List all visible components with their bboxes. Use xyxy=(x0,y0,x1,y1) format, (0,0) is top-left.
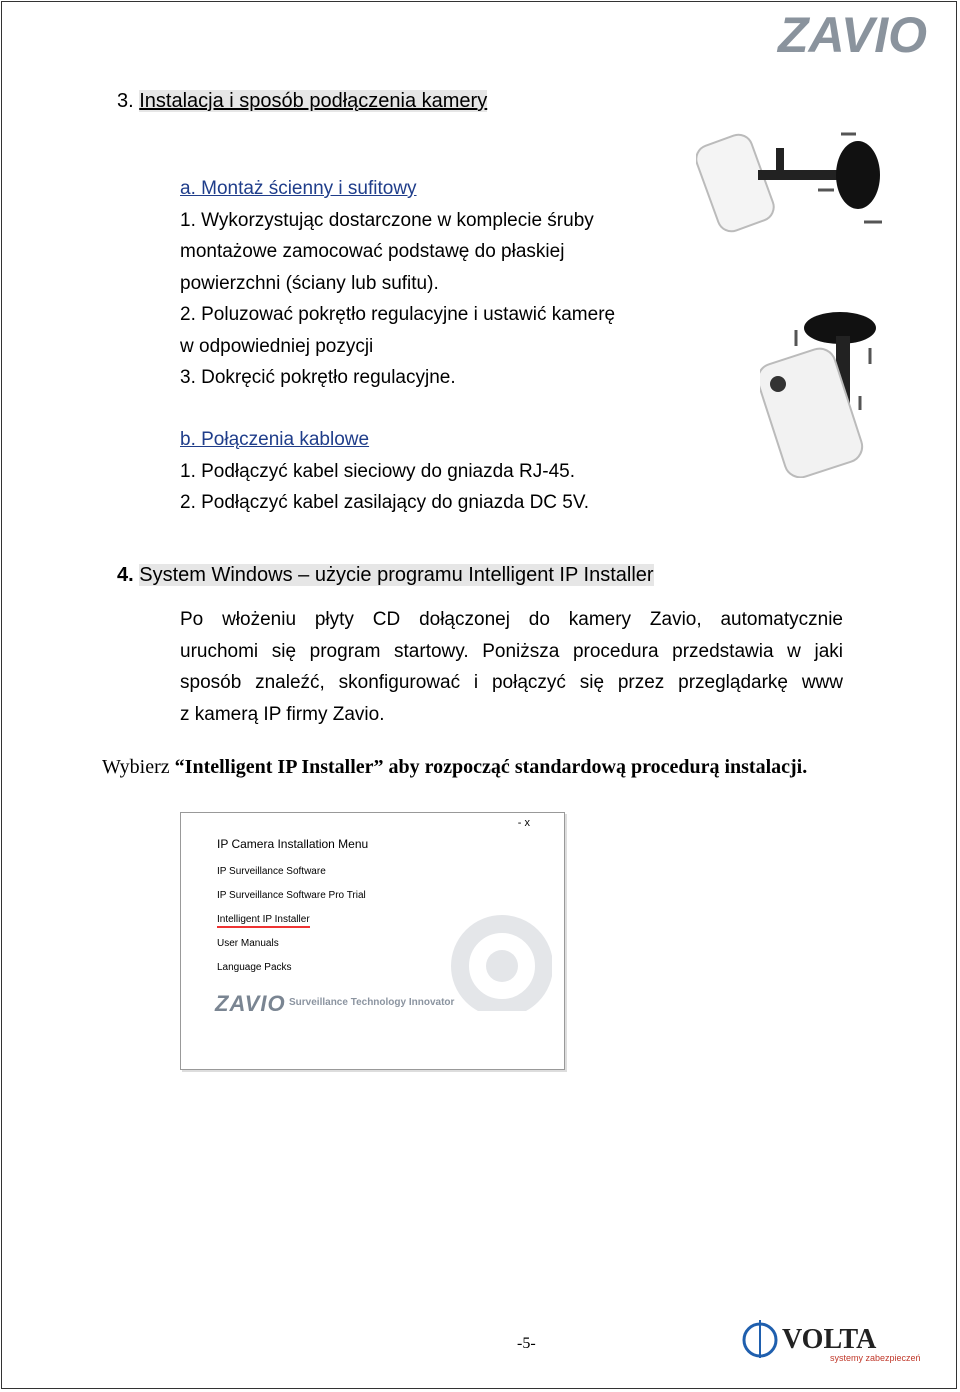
subsection-a-line: montażowe zamocować podstawę do płaskiej xyxy=(180,241,565,262)
paragraph-line: uruchomi się program startowy. Poniższa procedura przedstawia w jaki xyxy=(180,640,843,662)
page-number: -5- xyxy=(517,1335,536,1352)
section-3-number: 3. xyxy=(117,90,134,112)
instruction-prefix: Wybierz xyxy=(102,756,175,778)
section-4-title: System Windows – użycie programu Intelligent IP Installer xyxy=(139,564,654,586)
subsection-b-heading: b. Połączenia kablowe xyxy=(180,429,370,450)
subsection-a xyxy=(180,173,615,394)
menu-item-user-manuals[interactable]: User Manuals xyxy=(217,938,279,949)
zavio-swirl-icon xyxy=(442,911,552,1011)
subsection-b xyxy=(180,424,589,519)
paragraph-line: sposób znaleźć, skonfigurować i połączyć się przez przeglądarkę www xyxy=(180,672,843,693)
menu-item-intelligent-ip-installer[interactable]: Intelligent IP Installer xyxy=(217,914,310,928)
installer-brand-logo: ZAVIO xyxy=(215,991,286,1016)
subsection-a-line: powierzchni (ściany lub sufitu). xyxy=(180,272,439,294)
subsection-a-line: 2. Poluzować pokrętło regulacyjne i ustawić kamerę xyxy=(180,304,616,325)
zavio-logo xyxy=(776,6,956,60)
section-4-heading xyxy=(117,564,654,587)
camera-ceiling-mount-image xyxy=(760,306,890,478)
installer-menu-title: IP Camera Installation Menu xyxy=(217,837,369,851)
camera-wall-mount-image xyxy=(696,130,896,242)
paragraph-line: z kamerą IP firmy Zavio. xyxy=(180,703,385,725)
section-4-number: 4. xyxy=(117,564,134,586)
menu-item-ip-surveillance-software[interactable]: IP Surveillance Software xyxy=(217,866,326,877)
subsection-a-line: 3. Dokręcić pokrętło regulacyjne. xyxy=(180,367,456,388)
paragraph-line: Po włożeniu płyty CD dołączonej do kamery Zavio, automatycznie xyxy=(180,609,843,630)
section-3-heading xyxy=(117,90,487,113)
menu-item-language-packs[interactable]: Language Packs xyxy=(217,962,292,973)
section-4-paragraph xyxy=(180,604,843,730)
menu-item-ip-surveillance-pro-trial[interactable]: IP Surveillance Software Pro Trial xyxy=(217,890,366,901)
installer-menu-window xyxy=(180,812,565,1070)
volta-logo xyxy=(738,1318,948,1364)
subsection-a-heading: a. Montaż ścienny i sufitowy xyxy=(180,178,417,199)
window-controls[interactable]: - x xyxy=(517,817,530,829)
instruction-bold: “Intelligent IP Installer” aby rozpocząć standardową procedurą instalacji. xyxy=(174,756,808,778)
section-3-title: Instalacja i sposób podłączenia kamery xyxy=(139,90,488,112)
installer-tagline: Surveillance Technology Innovator xyxy=(289,997,455,1008)
subsection-a-line: w odpowiedniej pozycji xyxy=(180,335,374,357)
volta-logo-subtext: systemy zabezpieczeń xyxy=(830,1353,921,1363)
instruction-text xyxy=(102,756,807,779)
volta-logo-text: VOLTA xyxy=(782,1324,877,1355)
subsection-a-line: 1. Wykorzystując dostarczone w komplecie śruby xyxy=(180,209,594,231)
zavio-logo-text: ZAVIO xyxy=(778,7,928,60)
subsection-b-line: 1. Podłączyć kabel sieciowy do gniazda RJ-45. xyxy=(180,460,575,482)
subsection-b-line: 2. Podłączyć kabel zasilający do gniazda DC 5V. xyxy=(180,492,590,513)
